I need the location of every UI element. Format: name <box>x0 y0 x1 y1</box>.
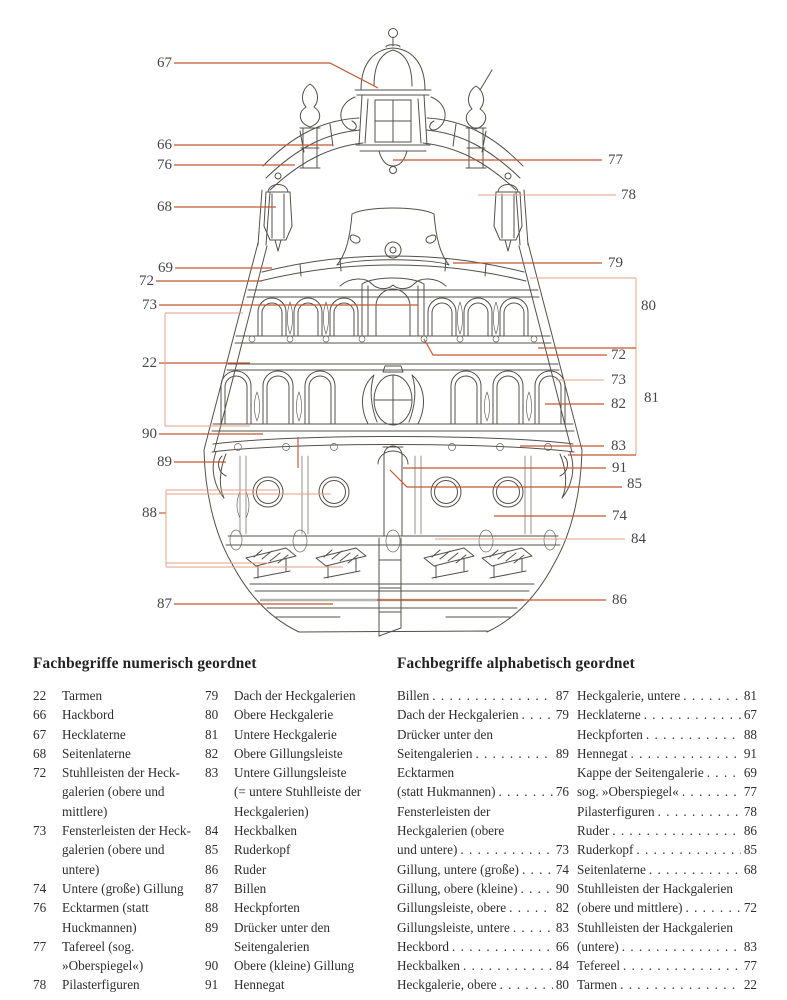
glossary-entry <box>205 782 385 801</box>
entry-term: Ruder <box>577 823 610 839</box>
glossary-entry <box>397 763 569 782</box>
glossary-entry <box>205 802 385 821</box>
glossary-entry <box>577 763 757 782</box>
entry-number: 88 <box>743 726 757 742</box>
callout-74R: 74 <box>612 508 627 524</box>
glossary-entry <box>397 937 569 956</box>
glossary-entry <box>33 918 205 937</box>
glossary-entry <box>397 802 569 821</box>
entry-term: Heckgalerie, untere <box>577 688 681 703</box>
glossary-alphabetical <box>397 654 757 995</box>
callout-84R: 84 <box>631 531 646 547</box>
entry-number: 83 <box>205 765 219 781</box>
entry-term: Obere Gillungsleiste <box>234 745 343 761</box>
entry-term: (untere) <box>577 938 619 954</box>
dot-leader <box>513 918 553 937</box>
entry-number <box>33 782 62 801</box>
glossary-entry <box>33 725 205 744</box>
glossary-alphabetical-heading: Fachbegriffe alphabetisch geordnet <box>397 655 635 672</box>
entry-number: 74 <box>555 861 569 877</box>
entry-number: 67 <box>743 707 757 723</box>
callout-91R: 91 <box>612 460 627 476</box>
entry-number: 91 <box>743 745 757 761</box>
glossary-entry <box>205 725 385 744</box>
entry-number <box>205 782 234 801</box>
entry-term: Tarmen <box>577 977 618 993</box>
dot-leader <box>522 705 553 724</box>
entry-number: 80 <box>555 977 569 993</box>
entry-term: Gillung, untere (große) <box>397 861 519 877</box>
glossary-entry <box>577 821 757 840</box>
callout-90L: 90 <box>142 426 157 442</box>
entry-term: Pilasterfiguren <box>62 977 140 993</box>
entry-number <box>33 860 62 879</box>
glossary-entry <box>33 956 205 975</box>
glossary-numeric <box>33 654 385 995</box>
entry-number <box>33 956 62 975</box>
entry-term: Billen <box>234 880 267 896</box>
entry-number: 72 <box>33 765 47 781</box>
entry-number: 88 <box>205 900 219 916</box>
entry-term: Hackbord <box>62 707 114 723</box>
dot-leader <box>646 725 741 744</box>
entry-number: 67 <box>33 726 47 742</box>
callout-80R: 80 <box>641 298 656 314</box>
entry-term: Seitenlaterne <box>577 861 646 877</box>
glossary-entry <box>205 956 385 975</box>
dot-leader <box>522 860 553 879</box>
entry-term: Dach der Heckgalerien <box>234 688 356 703</box>
glossary-entry <box>577 782 757 801</box>
entry-term: (= untere Stuhlleiste der <box>234 784 362 800</box>
numeric-column-1 <box>33 686 205 995</box>
entry-number: 68 <box>33 745 47 761</box>
glossary-entry <box>397 705 569 724</box>
glossary-entry <box>577 918 757 937</box>
entry-term: galerien (obere und <box>62 784 165 800</box>
dot-leader <box>683 686 741 705</box>
glossary-entry <box>33 821 205 840</box>
callout-72R: 72 <box>611 347 626 363</box>
entry-term: Gillung, obere (kleine) <box>397 880 518 896</box>
entry-number: 76 <box>33 900 47 916</box>
entry-term: Tefereel <box>577 958 620 974</box>
entry-term: Obere (kleine) Gillung <box>234 958 355 974</box>
dot-leader <box>500 975 553 994</box>
entry-number: 74 <box>33 880 47 896</box>
entry-number: 69 <box>743 765 757 781</box>
entry-number: 68 <box>743 861 757 877</box>
callout-81R: 81 <box>644 390 659 406</box>
entry-term: Seitengalerien <box>234 938 310 954</box>
entry-number: 81 <box>205 726 219 742</box>
entry-number: 86 <box>205 861 219 877</box>
entry-term: und untere) <box>397 842 458 858</box>
entry-number: 89 <box>555 745 569 761</box>
entry-term: Obere Heckgalerie <box>234 707 334 723</box>
dot-leader <box>636 840 740 859</box>
dot-leader <box>520 879 552 898</box>
entry-term: Heckpforten <box>577 726 643 742</box>
glossary-entry <box>397 975 569 994</box>
dot-leader <box>649 860 741 879</box>
dot-leader <box>622 937 741 956</box>
glossary-entry <box>33 763 205 782</box>
entry-number: 90 <box>205 958 219 974</box>
glossary-entry <box>577 840 757 859</box>
entry-term: Stuhlleisten der Hackgalerien <box>577 919 733 935</box>
callout-67L: 67 <box>157 55 172 71</box>
entry-term: Heckgalerien (obere <box>397 823 505 839</box>
entry-term: Heckbalken <box>234 823 297 839</box>
leader-lines <box>156 63 636 604</box>
entry-number: 73 <box>33 823 47 839</box>
glossary-entry <box>577 686 757 705</box>
entry-number <box>205 937 234 956</box>
callout-79R: 79 <box>608 255 623 271</box>
dot-leader <box>452 937 553 956</box>
entry-number: 76 <box>555 784 569 800</box>
dot-leader <box>499 782 553 801</box>
entry-term: Heckgalerie, obere <box>397 977 497 993</box>
entry-term: Hecklaterne <box>62 726 126 742</box>
dot-leader <box>612 821 741 840</box>
dot-leader <box>475 744 552 763</box>
glossary-entry <box>205 840 385 859</box>
glossary-entry <box>205 705 385 724</box>
glossary-entry <box>205 744 385 763</box>
glossary-entry <box>205 879 385 898</box>
dot-leader <box>463 956 553 975</box>
entry-number: 84 <box>205 823 219 839</box>
glossary-entry <box>33 802 205 821</box>
entry-term: Fensterleisten der Heck- <box>62 823 191 839</box>
glossary-entry <box>33 860 205 879</box>
glossary-entry <box>33 898 205 917</box>
entry-number: 85 <box>743 842 757 858</box>
entry-number: 79 <box>205 688 219 703</box>
entry-number: 81 <box>743 688 757 703</box>
glossary-entry <box>577 898 757 917</box>
dot-leader <box>707 763 741 782</box>
callout-73R: 73 <box>611 372 626 388</box>
entry-term: Dach der Heckgalerien <box>397 707 519 723</box>
glossary-entry <box>577 802 757 821</box>
entry-term: Kappe der Seitengalerie <box>577 765 704 781</box>
entry-number: 84 <box>555 958 569 974</box>
dot-leader <box>682 782 741 801</box>
glossary-entry <box>205 898 385 917</box>
glossary-entry <box>397 744 569 763</box>
entry-number: 22 <box>33 688 47 703</box>
dot-leader <box>685 898 740 917</box>
callout-86R: 86 <box>612 592 627 608</box>
glossary-entry <box>577 879 757 898</box>
entry-number: 87 <box>205 880 219 896</box>
entry-number: 83 <box>555 919 569 935</box>
glossary-entry <box>577 956 757 975</box>
callout-69L: 69 <box>158 260 173 276</box>
entry-number: 90 <box>555 880 569 896</box>
callout-85R: 85 <box>627 476 642 492</box>
glossary-entry <box>577 975 757 994</box>
callout-72L: 72 <box>139 273 154 289</box>
entry-term: Ruderkopf <box>234 842 291 858</box>
entry-number: 79 <box>555 707 569 723</box>
dot-leader <box>432 686 553 705</box>
entry-term: Heckbord <box>397 938 449 954</box>
entry-number: 66 <box>33 707 47 723</box>
entry-term: Gillungsleiste, untere <box>397 919 510 935</box>
glossary-entry <box>397 686 569 705</box>
callout-77R: 77 <box>608 152 623 168</box>
entry-term: Drücker unter den <box>397 726 493 742</box>
glossary-entry <box>205 937 385 956</box>
callout-73L: 73 <box>142 297 157 313</box>
entry-number: 85 <box>205 842 219 858</box>
glossary-entry <box>205 763 385 782</box>
glossary-entry <box>33 686 205 705</box>
entry-term: untere) <box>62 861 100 877</box>
dot-leader <box>509 898 553 917</box>
entry-term: Hecklaterne <box>577 707 641 723</box>
entry-term: mittlere) <box>62 803 108 819</box>
glossary-entry <box>33 840 205 859</box>
entry-term: Hennegat <box>577 745 628 761</box>
callout-88L: 88 <box>142 505 157 521</box>
glossary-entry <box>33 782 205 801</box>
glossary-entry <box>397 898 569 917</box>
entry-number: 78 <box>743 803 757 819</box>
glossary-entry <box>397 918 569 937</box>
glossary-entry <box>577 860 757 879</box>
callout-83R: 83 <box>611 438 626 454</box>
glossary-entry <box>205 918 385 937</box>
glossary-entry <box>33 879 205 898</box>
callout-89L: 89 <box>157 454 172 470</box>
callout-76L: 76 <box>157 157 172 173</box>
entry-term: Gillungsleiste, obere <box>397 900 507 916</box>
numeric-column-2 <box>205 686 385 995</box>
dot-leader <box>623 956 741 975</box>
entry-number: 80 <box>205 707 219 723</box>
glossary-entry <box>205 686 385 705</box>
dot-leader <box>658 802 741 821</box>
glossary-entry <box>205 860 385 879</box>
entry-term: Tarmen <box>62 688 103 703</box>
alpha-column-1 <box>397 686 569 995</box>
entry-term: Ruder <box>234 861 267 877</box>
entry-number: 83 <box>743 938 757 954</box>
dot-leader <box>644 705 741 724</box>
entry-term: Tafereel (sog. <box>62 938 135 954</box>
glossary-entry <box>205 821 385 840</box>
entry-term: Untere Heckgalerie <box>234 726 337 742</box>
entry-term: Hennegat <box>234 977 285 993</box>
entry-number: 87 <box>555 688 569 703</box>
glossary-entry <box>397 821 569 840</box>
glossary-entry <box>205 975 385 994</box>
entry-term: Heckpforten <box>234 900 300 916</box>
glossary-entry <box>33 744 205 763</box>
entry-term: Heckgalerien) <box>234 803 309 819</box>
dot-leader <box>631 744 741 763</box>
callout-22L: 22 <box>142 355 157 371</box>
entry-number: 73 <box>555 842 569 858</box>
entry-number <box>33 802 62 821</box>
glossary-entry <box>397 956 569 975</box>
glossary-entry <box>397 725 569 744</box>
entry-number: 82 <box>205 745 219 761</box>
glossary-entry <box>397 879 569 898</box>
entry-number: 77 <box>743 784 757 800</box>
entry-term: Heckbalken <box>397 958 460 974</box>
entry-number: 78 <box>33 977 47 993</box>
entry-term: Stuhlleisten der Hackgalerien <box>577 880 733 896</box>
entry-term: sog. »Oberspiegel« <box>577 784 679 800</box>
dot-leader <box>620 975 741 994</box>
glossary-numeric-heading: Fachbegriffe numerisch geordnet <box>33 655 257 672</box>
callout-82R: 82 <box>611 396 626 412</box>
callout-66L: 66 <box>157 137 172 153</box>
entry-term: Ruderkopf <box>577 842 634 858</box>
entry-number: 82 <box>555 900 569 916</box>
entry-term: Billen <box>397 688 430 703</box>
callout-68L: 68 <box>157 199 172 215</box>
entry-number: 86 <box>743 823 757 839</box>
callout-87L: 87 <box>157 596 172 612</box>
entry-term: galerien (obere und <box>62 842 165 858</box>
entry-number: 72 <box>743 900 757 916</box>
entry-term: Untere Gillungsleiste <box>234 765 347 781</box>
entry-term: Pilasterfiguren <box>577 803 655 819</box>
entry-number: 89 <box>205 919 219 935</box>
glossary-entry <box>33 975 205 994</box>
entry-term: Ecktarmen (statt <box>62 900 149 916</box>
callout-78R: 78 <box>621 187 636 203</box>
entry-number: 22 <box>743 977 757 993</box>
entry-term: Seitengalerien <box>397 745 473 761</box>
glossary-entry <box>577 937 757 956</box>
dot-leader <box>460 840 552 859</box>
entry-term: Huckmannen) <box>62 919 137 935</box>
entry-term: Fensterleisten der <box>397 803 491 819</box>
glossary-entry <box>33 937 205 956</box>
entry-number: 66 <box>555 938 569 954</box>
glossary-entry <box>577 744 757 763</box>
entry-term: (obere und mittlere) <box>577 900 683 916</box>
entry-term: Stuhlleisten der Heck- <box>62 765 180 781</box>
glossary-entry <box>33 705 205 724</box>
glossary-entry <box>577 725 757 744</box>
entry-term: Drücker unter den <box>234 919 330 935</box>
entry-number <box>205 802 234 821</box>
entry-term: Untere (große) Gillung <box>62 880 184 896</box>
entry-term: Seitenlaterne <box>62 745 131 761</box>
glossary-entry <box>397 860 569 879</box>
alpha-column-2 <box>577 686 757 995</box>
glossary-entry <box>397 840 569 859</box>
entry-number <box>33 918 62 937</box>
glossary-entry <box>397 782 569 801</box>
entry-term: »Oberspiegel«) <box>62 958 144 974</box>
entry-term: (statt Hukmannen) <box>397 784 496 800</box>
entry-number: 77 <box>743 958 757 974</box>
entry-term: Ecktarmen <box>397 765 455 781</box>
glossary-entry <box>577 705 757 724</box>
entry-number <box>33 840 62 859</box>
entry-number: 77 <box>33 938 47 954</box>
entry-number: 91 <box>205 977 219 993</box>
